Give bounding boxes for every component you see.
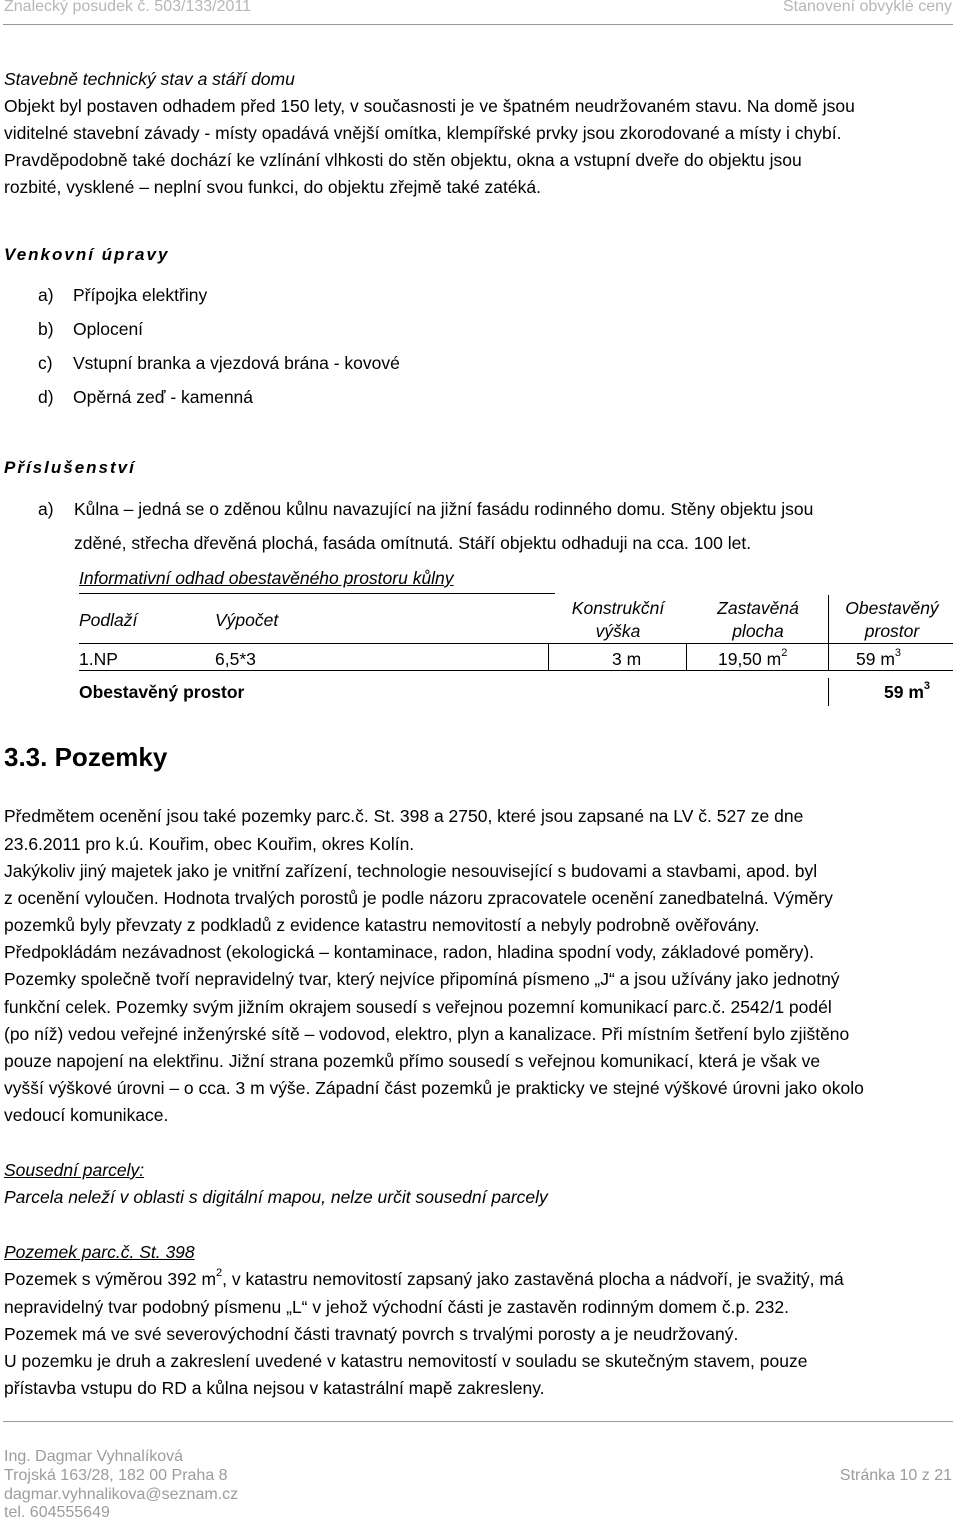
pozemky-line-11: vyšší výškové úrovni – o cca. 3 m výše. Západní část pozemků je prakticky ve stejné výškové úrovni jako okolo [4,1078,864,1098]
th-prostor-2: prostor [864,621,920,641]
td-plocha: 19,50 $m^2$ [718,647,788,669]
pozemky-line-12: vedoucí komunikace. [4,1105,169,1125]
prislusenstvi-line-2: zděné, střecha dřevěná plochá, fasáda omítnutá. Stáří objektu odhaduji na cca. 100 let. [74,533,752,553]
pozemky-line-4: z ocenění vyloučen. Hodnota trvalých porostů je podle názoru zpracovatele ocenění zanedbatelná. Výměry [4,888,833,908]
table-title: Informativní odhad obestavěného prostoru kůlny [79,568,454,588]
th-podlazi: Podlaží [79,610,138,630]
venkovni-heading: Venkovní úpravy [4,245,170,264]
pozemky-line-8: funkční celek. Pozemky svým jižním okrajem sousedí s veřejnou pozemní komunikací parc.č. 2542/1 podél [4,997,832,1017]
venkovni-marker-a: a) [38,285,54,305]
pozemek398-line-4: U pozemku je druh a zakreslení uvedené v katastru nemovitostí v souladu se skutečným stavem, pouze [4,1351,808,1371]
pozemky-line-1: Předmětem ocenění jsou také pozemky parc.č. St. 398 a 2750, které jsou zapsané na LV č. 527 ze dne [4,806,804,826]
pozemky-line-5: pozemků byly převzaty z podkladů z evidence katastru nemovitostí a nebyly podrobně ověřovány. [4,915,760,935]
th-vyska-1: Konstrukční [571,598,665,618]
stav-line-2: viditelné stavební závady - místy opadává vnější omítka, klempířské prvky jsou zkorodované a místy i chybí. [4,123,842,143]
pozemky-line-2: 23.6.2011 pro k.ú. Kouřim, obec Kouřim, okres Kolín. [4,834,415,854]
sousedni-text: Parcela neleží v oblasti s digitální mapou, nelze určit sousední parcely [4,1187,548,1207]
pozemky-line-7: Pozemky společně tvoří nepravidelný tvar, který nejvíce připomíná písmeno „J“ a jsou užívány jako jednotný [4,969,840,989]
table-vline-2 [686,643,687,670]
venkovni-marker-d: d) [38,387,54,407]
th-plocha-1: Zastavěná [717,598,799,618]
stav-line-1: Objekt byl postaven odhadem před 150 lety, v současnosti je ve špatném neudržovaném stavu. Na domě jsou [4,96,855,116]
pozemky-line-10: pouze napojení na elektřinu. Jižní strana pozemků přímo sousedí s veřejnou komunikací, která je však ve [4,1051,821,1071]
td-prostor: 59 $m^3$ [856,647,902,669]
footer-page-number: Stránka 10 z 21 [839,1467,952,1484]
td-podlazi: 1.NP [79,649,118,669]
venkovni-item-a: Přípojka elektřiny [73,285,208,305]
td-vypocet: 6,5*3 [215,649,256,669]
pozemek398-line-3: Pozemek má ve své severovýchodní části travnatý povrch s trvalými porosty a je neudržovaný. [4,1324,739,1344]
header-section-title: Stanovení obvyklé ceny [783,0,952,15]
prislusenstvi-heading: Příslušenství [4,458,136,477]
footer-phone: tel. 604555649 [4,1504,110,1521]
pozemky-line-9: (po níž) vedou veřejné inženýrské sítě – vodovod, elektro, plyn a kanalizace. Při místním šetření bylo zjištěno [4,1024,850,1044]
table-vline-1 [548,643,549,670]
header-doc-title: Znalecký posudek č. 503/133/2011 [4,0,251,15]
venkovni-marker-b: b) [38,319,54,339]
pozemky-line-6: Předpokládám nezávadnost (ekologická – kontaminace, radon, hladina spodní vody, základové poměry). [4,942,815,962]
table-row-rule [79,670,953,671]
venkovni-item-d: Opěrná zeď - kamenná [73,387,254,407]
sousedni-heading: Sousední parcely: [4,1160,145,1180]
total-value: 59 $m^3$ [884,680,931,702]
pozemek398-line-5: přístavba vstupu do RD a kůlna nejsou v katastrální mapě zakresleny. [4,1378,545,1398]
pozemky-line-3: Jakýkoliv jiný majetek jako je vnitřní zařízení, technologie nesouvisející s budovami a stavbami, apod. byl [4,861,818,881]
footer-divider [3,1421,953,1422]
table-total-vline [828,678,829,706]
th-vyska-2: výška [595,621,641,641]
th-prostor-1: Obestavěný [845,598,939,618]
td-vyska: 3 m [612,649,642,669]
footer-address: Trojská 163/28, 182 00 Praha 8 [4,1467,228,1484]
venkovni-item-c: Vstupní branka a vjezdová brána - kovové [73,353,400,373]
footer-name: Ing. Dagmar Vyhnalíková [4,1448,184,1465]
table-title-underline [79,593,555,594]
pozemek398-heading: Pozemek parc.č. St. 398 [4,1242,195,1262]
table-vline-3 [828,595,829,670]
table-header-rule [79,643,953,644]
venkovni-item-b: Oplocení [73,319,144,339]
th-vypocet: Výpočet [215,610,279,630]
prislusenstvi-marker: a) [38,499,54,519]
venkovni-marker-c: c) [38,353,53,373]
stav-line-4: rozbité, vysklené – neplní svou funkci, do objektu zřejmě také zatéká. [4,177,541,197]
prislusenstvi-line-1: Kůlna – jedná se o zděnou kůlnu navazující na jižní fasádu rodinného domu. Stěny objektu jsou [74,499,814,519]
pozemek398-line-2: nepravidelný tvar podobný písmenu „L“ v jehož východní části je zastavěn rodinným domem č.p. 232. [4,1297,789,1317]
th-plocha-2: plocha [732,621,784,641]
stav-line-3: Pravděpodobně také dochází ke vzlínání vlhkosti do stěn objektu, okna a vstupní dveře do objektu jsou [4,150,802,170]
section-heading-pozemky: 3.3. Pozemky [4,742,168,772]
stav-heading: Stavebně technický stav a stáří domu [4,69,295,89]
pozemek398-line-1: Pozemek s výměrou 392 $m^2$, v katastru nemovitostí zapsaný jako zastavěná plocha a nádvoří, je svažitý, má [4,1267,844,1289]
footer-email: dagmar.vyhnalikova@seznam.cz [4,1486,239,1503]
total-label: Obestavěný prostor [79,682,245,702]
header-divider [3,24,953,25]
